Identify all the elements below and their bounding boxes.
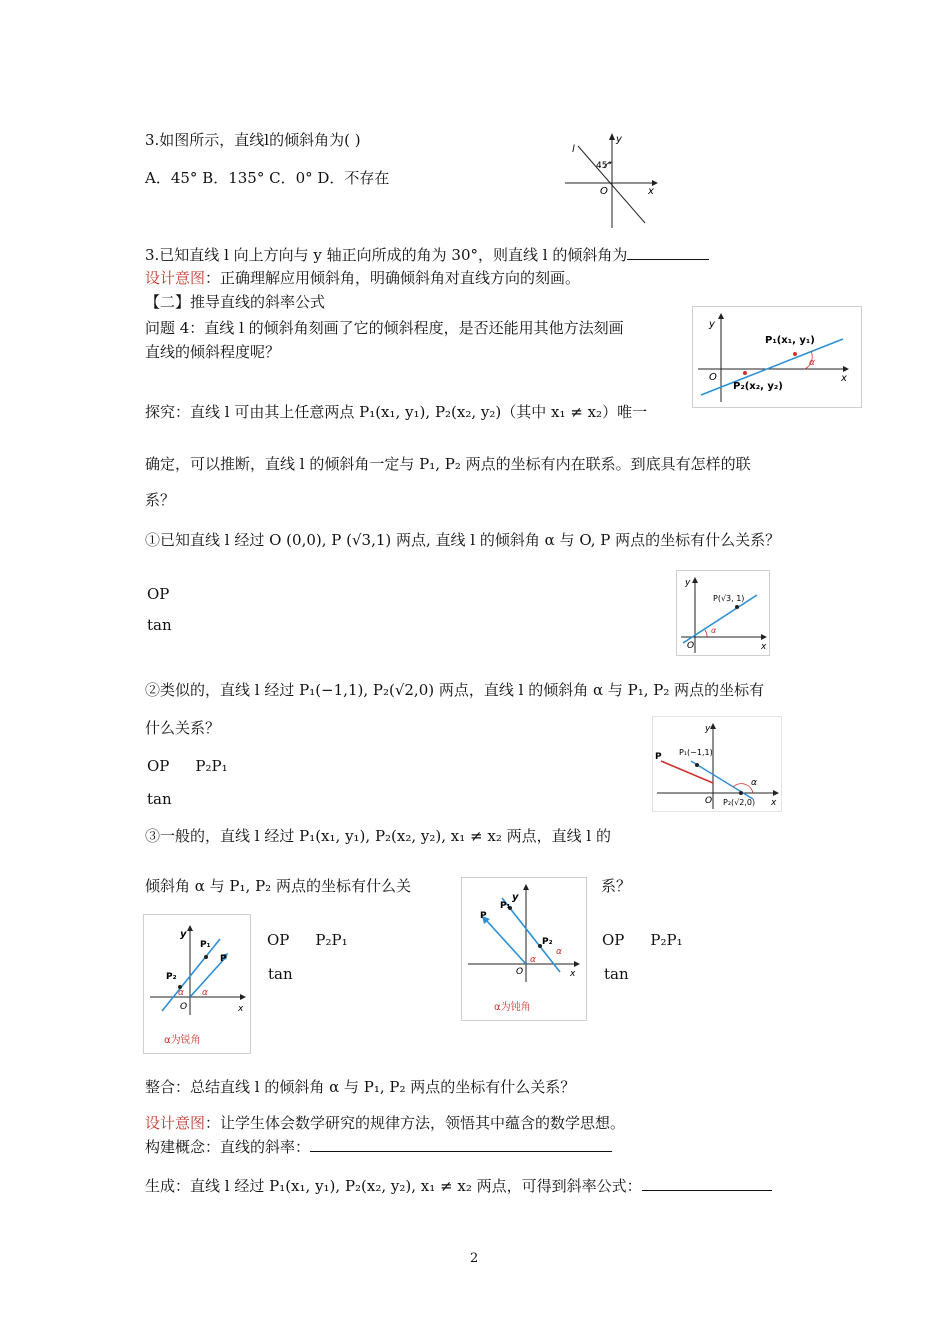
x-arrow-icon (240, 994, 246, 1000)
label-p: P (220, 954, 227, 964)
point-p1 (204, 955, 208, 959)
label-y: y (685, 578, 691, 588)
caption-acute: α为锐角 (164, 1035, 201, 1046)
label-p1: P₁ (500, 901, 511, 911)
case1-tan: tan (147, 616, 172, 634)
label-x: x (238, 1004, 244, 1014)
y-arrow-icon (710, 723, 716, 729)
y-arrow-icon (692, 577, 698, 583)
explore-line3: 系？ (145, 491, 176, 509)
x-arrow-icon (574, 961, 580, 967)
vector-op (486, 920, 526, 964)
y-arrow-icon (718, 313, 724, 319)
slope-definition-blank[interactable] (310, 1151, 612, 1152)
case2-line2: 什么关系？ (145, 719, 221, 737)
label-y: y (616, 134, 622, 145)
label-o: O (180, 1002, 188, 1012)
label-45: 45° (596, 161, 612, 171)
x-arrow-icon (761, 634, 767, 640)
label-x: x (761, 642, 767, 652)
label-p: P (480, 911, 487, 921)
case2-line1: ②类似的，直线 l 经过 P₁(−1,1), P₂(√2,0) 两点，直线 l 的倾斜角 α 与 P₁, P₂ 两点的坐标有 (145, 681, 765, 699)
label-p2: P₂(√2,0) (723, 798, 756, 807)
q3a-figure (560, 128, 660, 228)
label-o: O (600, 186, 608, 197)
label-y: y (709, 319, 715, 330)
case3-left-tan: tan (268, 965, 293, 983)
q3a-options: A．45° B．135° C．0° D．不存在 (145, 169, 390, 187)
label-p2: P₂ (166, 972, 177, 982)
label-alpha: α (711, 626, 717, 635)
case3-left-op-row: OP P₂P₁ (267, 931, 348, 949)
slope-formula-blank[interactable] (642, 1190, 772, 1191)
label-x: x (648, 186, 654, 197)
label-alpha-1: α (556, 947, 562, 957)
alpha-arc (705, 630, 707, 637)
q3a-stem: 3.如图所示，直线l的倾斜角为( ) (145, 131, 361, 149)
case3-right-tan: tan (604, 965, 629, 983)
q3b-stem: 3.已知直线 l 向上方向与 y 轴正向所成的角为 30°，则直线 l 的倾斜角为 (145, 245, 709, 265)
case1-op: OP (147, 585, 170, 603)
case3-line2b: 系？ (601, 877, 632, 895)
concept-text: 构建概念：直线的斜率： (145, 1137, 612, 1157)
figure-obtuse (461, 877, 587, 1021)
label-alpha-1: α (178, 988, 184, 998)
label-x: x (570, 969, 576, 979)
figure-case1 (676, 570, 770, 656)
label-p1: P₁(x₁, y₁) (765, 335, 815, 346)
label-alpha-2: α (530, 955, 536, 965)
section-title: 【二】推导直线的斜率公式 (145, 293, 326, 311)
x-arrow-icon (843, 366, 849, 372)
case3-line1: ③一般的，直线 l 经过 P₁(x₁, y₁), P₂(x₂, y₂), x₁ ≠ x₂ 两点，直线 l 的 (145, 827, 611, 845)
figure-two-points (692, 306, 862, 408)
integrate-text: 整合：总结直线 l 的倾斜角 α 与 P₁, P₂ 两点的坐标有什么关系？ (145, 1078, 576, 1096)
answer-blank[interactable] (627, 259, 709, 260)
case3-line2a: 倾斜角 α 与 P₁, P₂ 两点的坐标有什么关 (145, 877, 411, 895)
label-o: O (687, 641, 695, 651)
label-o: O (516, 967, 524, 977)
label-p: P(√3, 1) (713, 594, 745, 603)
vector-op (661, 761, 713, 783)
question4-line2: 直线的倾斜程度呢？ (145, 343, 281, 361)
label-alpha: α (751, 778, 757, 788)
case1-text: ①已知直线 l 经过 O (0,0), P (√3,1) 两点, 直线 l 的倾斜角 α 与 O, P 两点的坐标有什么关系？ (145, 531, 781, 549)
explore-line1: 探究：直线 l 可由其上任意两点 P₁(x₁, y₁), P₂(x₂, y₂)（其中 x₁ ≠ x₂）唯一 (145, 403, 648, 421)
label-alpha-2: α (202, 988, 208, 998)
label-y: y (512, 892, 519, 903)
label-p2: P₂ (542, 937, 553, 947)
page-number: 2 (470, 1251, 479, 1266)
y-arrow-icon (609, 133, 615, 140)
design-intent-2: 设计意图：让学生体会数学研究的规律方法，领悟其中蕴含的数学思想。 (145, 1114, 626, 1132)
question4-line1: 问题 4：直线 l 的倾斜角刻画了它的倾斜程度，是否还能用其他方法刻画 (145, 319, 624, 337)
caption-obtuse: α为钝角 (494, 1002, 531, 1013)
label-p: P (655, 752, 662, 762)
label-p2: P₂(x₂, y₂) (733, 381, 783, 392)
label-p1: P₁ (200, 940, 211, 950)
figure-acute (143, 914, 251, 1054)
x-arrow-icon (773, 790, 779, 796)
case2-op-row: OP P₂P₁ (147, 757, 228, 775)
label-y: y (705, 724, 711, 734)
label-y: y (180, 929, 187, 940)
label-alpha: α (809, 358, 815, 368)
design-intent-1: 设计意图：正确理解应用倾斜角，明确倾斜角对直线方向的刻画。 (145, 269, 581, 287)
point-p2 (743, 371, 747, 375)
label-o: O (705, 796, 713, 806)
point-p (735, 605, 739, 609)
label-x: x (841, 373, 847, 384)
y-arrow-icon (187, 925, 193, 931)
figure-case2 (652, 716, 782, 812)
explore-line2: 确定，可以推断，直线 l 的倾斜角一定与 P₁, P₂ 两点的坐标有内在联系。到底具有怎样的联 (145, 455, 751, 473)
label-x: x (771, 798, 777, 808)
label-p1: P₁(−1,1) (679, 748, 713, 757)
point-p1 (793, 352, 797, 356)
case3-right-op-row: OP P₂P₁ (602, 931, 683, 949)
label-l: l (572, 144, 575, 155)
label-o: O (709, 372, 717, 383)
point-p2 (739, 791, 743, 795)
case2-tan: tan (147, 790, 172, 808)
generate-text: 生成：直线 l 经过 P₁(x₁, y₁), P₂(x₂, y₂), x₁ ≠ x₂ 两点，可得到斜率公式： (145, 1176, 772, 1196)
y-arrow-icon (523, 884, 529, 890)
point-p1 (695, 763, 699, 767)
